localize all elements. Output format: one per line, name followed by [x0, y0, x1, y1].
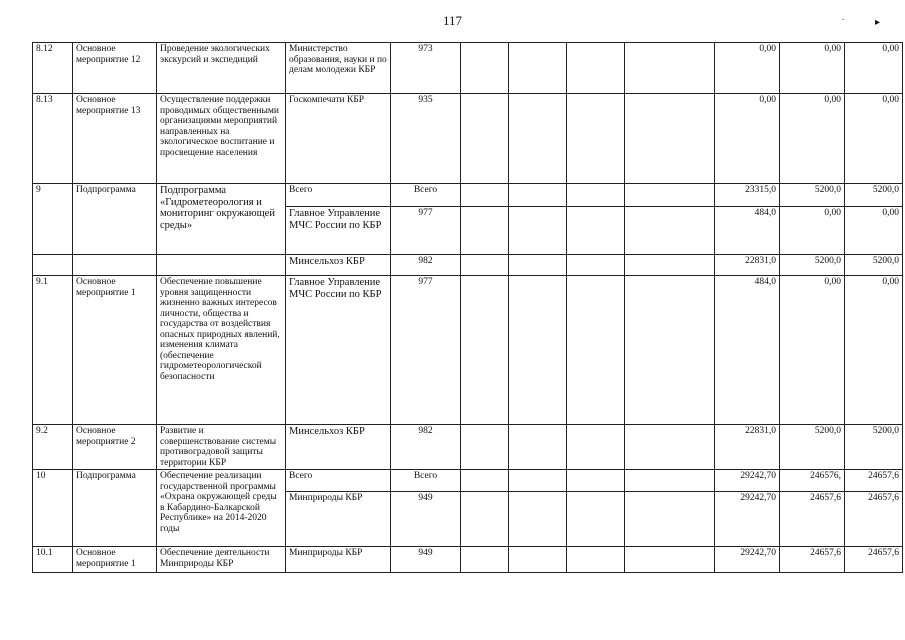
row-number: 10 [33, 470, 73, 547]
row-number [33, 255, 73, 276]
row-value-2: 0,00 [780, 43, 845, 94]
row-executor: Главное Управление МЧС России по КБР [286, 207, 391, 255]
row-number: 8.12 [33, 43, 73, 94]
row-value-3: 24657,6 [845, 547, 903, 573]
row-name: Обеспечение повышение уровня защищенности жизненно важных интересов личности, общества и государства от воздействия опасных природных явлений, изменения климата (обеспечение гидрометеорологической безопасности [157, 276, 286, 425]
budget-table [32, 42, 903, 573]
row-code: Всего [391, 470, 461, 492]
row-cell [461, 207, 509, 255]
row-value-3: 0,00 [845, 94, 903, 184]
row-value-1: 484,0 [715, 207, 780, 255]
row-cell [509, 425, 567, 470]
row-status: Подпрограмма [73, 184, 157, 255]
row-cell [509, 255, 567, 276]
scan-speck-mark: ▸ [875, 17, 881, 28]
table-row [33, 276, 903, 425]
row-status: Основное мероприятие 12 [73, 43, 157, 94]
table-row [33, 43, 903, 94]
row-code: Всего [391, 184, 461, 207]
row-cell [625, 255, 715, 276]
page-number: 117 [442, 13, 463, 28]
row-value-2: 246576, [780, 470, 845, 492]
row-value-2: 0,00 [780, 94, 845, 184]
row-executor: Всего [286, 470, 391, 492]
row-name [157, 255, 286, 276]
row-code: 982 [391, 425, 461, 470]
row-value-2: 0,00 [780, 276, 845, 425]
row-value-3: 24657,6 [845, 492, 903, 547]
row-name: Осуществление поддержки проводимых общественными организациями мероприятий направленных на экологическое воспитание и просвещение населения [157, 94, 286, 184]
row-value-3: 5200,0 [845, 184, 903, 207]
row-name: Развитие и совершенствование системы противоградовой защиты территории КБР [157, 425, 286, 470]
row-cell [461, 492, 509, 547]
row-cell [461, 276, 509, 425]
row-cell [461, 255, 509, 276]
row-number: 9.2 [33, 425, 73, 470]
row-code: 977 [391, 207, 461, 255]
row-cell [567, 425, 625, 470]
row-cell [509, 184, 567, 207]
row-number: 9 [33, 184, 73, 255]
row-cell [625, 207, 715, 255]
row-value-1: 22831,0 [715, 255, 780, 276]
row-value-2: 24657,6 [780, 492, 845, 547]
row-code: 982 [391, 255, 461, 276]
row-status: Подпрограмма [73, 470, 157, 547]
row-cell [509, 43, 567, 94]
row-cell [509, 207, 567, 255]
table-row [33, 425, 903, 470]
row-number: 8.13 [33, 94, 73, 184]
row-executor: Минсельхоз КБР [286, 425, 391, 470]
row-value-3: 5200,0 [845, 425, 903, 470]
row-value-1: 22831,0 [715, 425, 780, 470]
row-value-1: 29242,70 [715, 470, 780, 492]
row-cell [509, 492, 567, 547]
row-value-1: 484,0 [715, 276, 780, 425]
row-value-2: 5200,0 [780, 184, 845, 207]
row-code: 949 [391, 547, 461, 573]
row-value-3: 24657,6 [845, 470, 903, 492]
row-cell [625, 425, 715, 470]
row-cell [567, 184, 625, 207]
row-code: 977 [391, 276, 461, 425]
row-executor: Главное Управление МЧС России по КБР [286, 276, 391, 425]
row-status [73, 255, 157, 276]
row-executor: Минприроды КБР [286, 492, 391, 547]
row-number: 9.1 [33, 276, 73, 425]
row-value-2: 0,00 [780, 207, 845, 255]
row-code: 973 [391, 43, 461, 94]
row-value-1: 29242,70 [715, 492, 780, 547]
row-value-3: 0,00 [845, 207, 903, 255]
row-cell [461, 184, 509, 207]
row-cell [567, 276, 625, 425]
row-name: Подпрограмма «Гидрометеорология и мониторинг окружающей среды» [157, 184, 286, 255]
row-cell [625, 547, 715, 573]
row-cell [625, 43, 715, 94]
table-row [33, 184, 903, 207]
row-value-1: 0,00 [715, 43, 780, 94]
row-cell [461, 43, 509, 94]
row-status: Основное мероприятие 13 [73, 94, 157, 184]
table-row [33, 255, 903, 276]
row-value-3: 5200,0 [845, 255, 903, 276]
row-cell [625, 470, 715, 492]
row-executor: Минприроды КБР [286, 547, 391, 573]
row-cell [625, 492, 715, 547]
row-cell [625, 94, 715, 184]
row-name: Обеспечение деятельности Минприроды КБР [157, 547, 286, 573]
row-cell [567, 255, 625, 276]
scan-speck-mark: ˇ [842, 18, 845, 26]
row-value-1: 23315,0 [715, 184, 780, 207]
row-status: Основное мероприятие 2 [73, 425, 157, 470]
row-cell [461, 470, 509, 492]
row-value-2: 5200,0 [780, 425, 845, 470]
row-value-3: 0,00 [845, 276, 903, 425]
table-row [33, 94, 903, 184]
row-cell [461, 547, 509, 573]
table-row [33, 547, 903, 573]
row-cell [567, 207, 625, 255]
row-cell [625, 276, 715, 425]
row-number: 10.1 [33, 547, 73, 573]
row-executor: Всего [286, 184, 391, 207]
row-cell [567, 547, 625, 573]
row-cell [509, 470, 567, 492]
row-code: 935 [391, 94, 461, 184]
row-executor: Министерство образования, науки и по делам молодежи КБР [286, 43, 391, 94]
row-value-3: 0,00 [845, 43, 903, 94]
row-executor: Госкомпечати КБР [286, 94, 391, 184]
row-value-1: 0,00 [715, 94, 780, 184]
row-code: 949 [391, 492, 461, 547]
row-status: Основное мероприятие 1 [73, 547, 157, 573]
row-cell [567, 43, 625, 94]
row-name: Проведение экологических экскурсий и экспедиций [157, 43, 286, 94]
row-cell [461, 425, 509, 470]
row-cell [567, 470, 625, 492]
row-cell [567, 94, 625, 184]
table-row [33, 470, 903, 492]
row-cell [461, 94, 509, 184]
row-cell [567, 492, 625, 547]
row-value-1: 29242,70 [715, 547, 780, 573]
row-value-2: 5200,0 [780, 255, 845, 276]
row-cell [509, 547, 567, 573]
row-cell [509, 276, 567, 425]
row-value-2: 24657,6 [780, 547, 845, 573]
row-cell [625, 184, 715, 207]
row-executor: Минсельхоз КБР [286, 255, 391, 276]
row-status: Основное мероприятие 1 [73, 276, 157, 425]
row-cell [509, 94, 567, 184]
row-name: Обеспечение реализации государственной программы «Охрана окружающей среды в Кабардино-Балкарской Республике» на 2014-2020 годы [157, 470, 286, 547]
